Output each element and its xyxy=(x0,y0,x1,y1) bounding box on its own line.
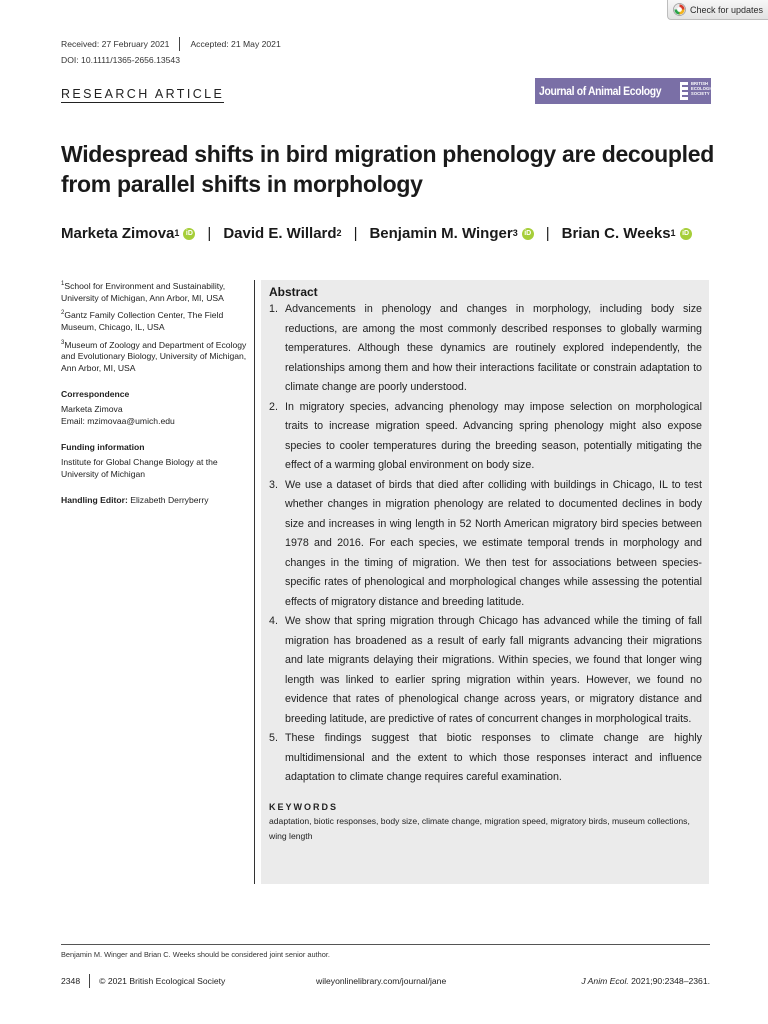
date-divider xyxy=(179,37,180,51)
funding-text: Institute for Global Change Biology at the University of Michigan xyxy=(61,457,218,480)
check-updates-icon xyxy=(673,3,686,16)
copyright: © 2021 British Ecological Society xyxy=(99,976,226,986)
abstract-item: 4. We show that spring migration through Chicago has advanced while the timing of fall migration has broadened as a result of early fall migrants advancing their migrations and late migrants delaying their migrations. Within species, we found that longer wing length was linked to earlier spring migration within years. However, we found no evidence that rates of phenological change across years, or migratory distance and breeding latitude, are predictive of rates of concurrent changes in morphological traits. xyxy=(269,615,702,725)
correspondence-email[interactable]: Email: mzimovaa@umich.edu xyxy=(61,415,175,426)
footnote: Benjamin M. Winger and Brian C. Weeks should be considered joint senior author. xyxy=(61,950,330,959)
abstract-panel xyxy=(261,280,709,884)
keywords-label: KEYWORDS xyxy=(269,801,339,812)
check-for-updates-button[interactable] xyxy=(667,0,768,20)
society-name: BRITISH ECOLOGICAL SOCIETY xyxy=(691,81,720,96)
citation-volume: 2021;90:2348–2361. xyxy=(628,976,710,986)
author-divider: | xyxy=(545,225,550,242)
doi[interactable]: DOI: 10.1111/1365-2656.13543 xyxy=(61,55,180,65)
footer-divider xyxy=(89,974,90,988)
article-title: Widespread shifts in bird migration phenology are decoupled from parallel shifts in morphology xyxy=(61,141,715,197)
journal-url[interactable]: wileyonlinelibrary.com/journal/jane xyxy=(316,976,447,986)
journal-name: Journal of Animal Ecology xyxy=(539,84,662,98)
author-name[interactable]: Marketa Zimova xyxy=(61,225,175,242)
abstract-list xyxy=(269,300,702,788)
accepted-date: Accepted: 21 May 2021 xyxy=(190,39,281,49)
abstract-item: 5. These findings suggest that biotic responses to climate change are highly multidimensional and the extent to which those responses interact and influence adaptation to climate change requires careful examination. xyxy=(269,732,702,783)
submission-dates xyxy=(61,37,281,51)
affiliation: $^2$Gantz Family Collection Center, The Field Museum, Chicago, IL, USA xyxy=(61,310,224,332)
author-affiliation-sup: 1 xyxy=(174,227,180,238)
correspondence-name: Marketa Zimova xyxy=(61,404,123,415)
affiliation: $^3$Museum of Zoology and Department of Ecology and Evolutionary Biology, University of Michigan, Ann Arbor, MI, USA xyxy=(61,339,247,373)
sidebar-divider xyxy=(254,280,255,884)
abstract-heading: Abstract xyxy=(269,285,318,299)
page-footer xyxy=(61,974,710,988)
orcid-icon[interactable]: iD xyxy=(183,228,195,240)
handling-editor-label: Handling Editor: xyxy=(61,494,128,505)
funding-label: Funding information xyxy=(61,441,145,452)
author-name[interactable]: Brian C. Weeks xyxy=(561,225,671,242)
author-divider: | xyxy=(353,225,358,242)
affiliation: $^1$School for Environment and Sustainability, University of Michigan, Ann Arbor, MI, USA xyxy=(61,280,226,303)
journal-badge[interactable] xyxy=(535,78,720,104)
check-for-updates-label: Check for updates xyxy=(690,4,764,15)
article-sidebar xyxy=(61,279,251,510)
orcid-icon[interactable]: iD xyxy=(680,228,692,240)
author-divider: | xyxy=(207,225,212,242)
abstract-item: 3. We use a dataset of birds that died after colliding with buildings in Chicago, IL to test whether changes in migration phenology are related to documented declines in body size and increases in wing length in 52 North American migratory bird species between 1978 and 2016. For each species, we estimate temporal trends in morphology and changes in the timing of migration. We then test for associations between species-specific rates of phenological and morphological changes while assessing the potential effects of migratory distance and breeding latitude. xyxy=(269,478,702,608)
page-number: 2348 xyxy=(61,976,81,986)
abstract-item: 1. Advancements in phenology and changes in morphology, including body size reductions, are among the most commonly described responses to globally warming temperatures. Although these dynamics are routinely explored independently, the relationships among them and how their interactions facilitate or constrain adaptation to climate change are poorly understood. xyxy=(269,303,702,393)
bes-logo-icon xyxy=(680,82,688,100)
journal-abbr: J Anim Ecol. xyxy=(581,976,629,986)
handling-editor xyxy=(61,495,251,507)
received-date: Received: 27 February 2021 xyxy=(61,39,170,49)
abstract-item: 2. In migratory species, advancing phenology may impose selection on morphological traits to increase migration speed. Advancing spring phenology might also expose species to cooler temperatures during the breeding season, potentially mitigating the effect of a warming global environment on body size. xyxy=(269,400,702,471)
author-affiliation-sup: 2 xyxy=(336,227,342,238)
author-name[interactable]: David E. Willard xyxy=(223,225,337,242)
author-list xyxy=(61,225,692,242)
handling-editor-name: Elizabeth Derryberry xyxy=(127,494,209,505)
keywords-text: adaptation, biotic responses, body size, climate change, migration speed, migratory birds, museum collections, wing length xyxy=(269,815,690,842)
author-affiliation-sup: 3 xyxy=(512,227,518,238)
orcid-icon[interactable]: iD xyxy=(522,228,534,240)
footnote-rule xyxy=(61,944,710,945)
author-name[interactable]: Benjamin M. Winger xyxy=(369,225,513,242)
citation xyxy=(581,976,710,986)
author-affiliation-sup: 1 xyxy=(670,227,676,238)
article-type: RESEARCH ARTICLE xyxy=(61,87,225,101)
correspondence-label: Correspondence xyxy=(61,388,130,399)
